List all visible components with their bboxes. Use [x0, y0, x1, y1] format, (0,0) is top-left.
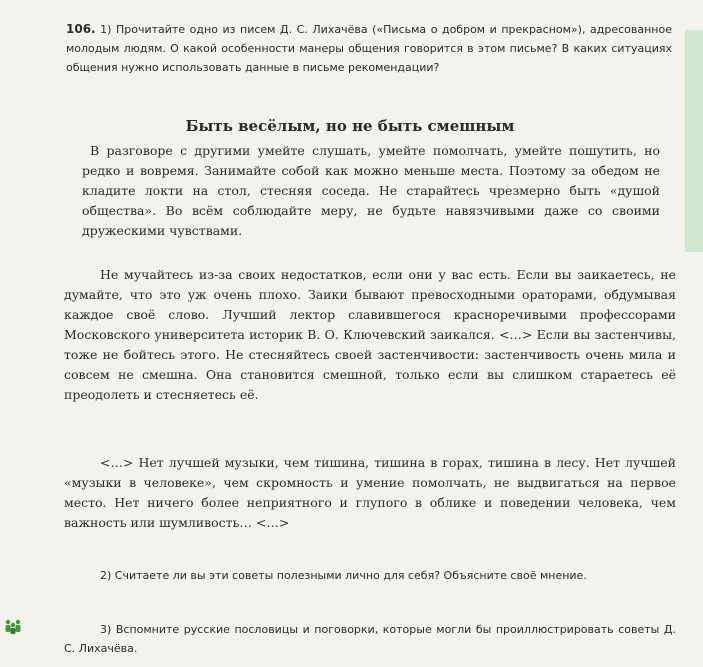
letter-paragraph-3: <…> Нет лучшей музыки, чем тишина, тишина в горах, тишина в лесу. Нет лучшей «музыки в человеке», чем скромность и умение помолчать, не выдвигаться на первое место. Нет ничего более неприятного и глупого в облике и поведении человека, чем важность или шумливость… <…> [64, 455, 676, 530]
letter-paragraph-1: В разговоре с другими умейте слушать, умейте помолчать, умейте пошутить, но редко и вовремя. Занимайте собой как можно меньше места. Поэтому за обедом не кладите локти на стол, стесняя соседа. Не старайтесь чрезмерно быть «душой общества». Во всём соблюдайте меру, не будьте навязчивыми даже со своими дружескими чувствами. [82, 143, 660, 238]
letter-title: Быть весёлым, но не быть смешным [185, 117, 515, 135]
letter-paragraph-2: Не мучайтесь из-за своих недостатков, если они у вас есть. Если вы заикаетесь, не думайте, что это уж очень плохо. Заики бывают превосходными ораторами, обдумывая каждое своё слово. Лучший лектор славившегося красноречивыми профессорами Московского университета историк В. О. Ключевский заикался. <…> Если вы застенчивы, тоже не бойтесь этого. Не стесняйтесь своей застенчивости: застенчивость очень мила и совсем не смешна. Она становится смешной, только если вы слишком стараетесь её преодолеть и стесняетесь её. [64, 267, 676, 402]
question-2: 2) Считаете ли вы эти советы полезными лично для себя? Объясните своё мнение. [100, 569, 587, 582]
task-intro-text: 1) Прочитайте одно из писем Д. С. Лихачёва («Письма о добром и прекрасном»), адресованное молодым людям. О какой особенности манеры общения говорится в этом письме? В каких ситуациях общения нужно использовать данные в письме рекомендации? [66, 23, 672, 74]
page-edge-accent-strip [685, 30, 703, 252]
group-work-icon [4, 618, 22, 634]
task-header [66, 20, 672, 77]
question-3: 3) Вспомните русские пословицы и поговорки, которые могли бы проиллюстрировать советы Д. С. Лихачёва. [64, 623, 676, 655]
task-number: 106. [66, 22, 96, 36]
